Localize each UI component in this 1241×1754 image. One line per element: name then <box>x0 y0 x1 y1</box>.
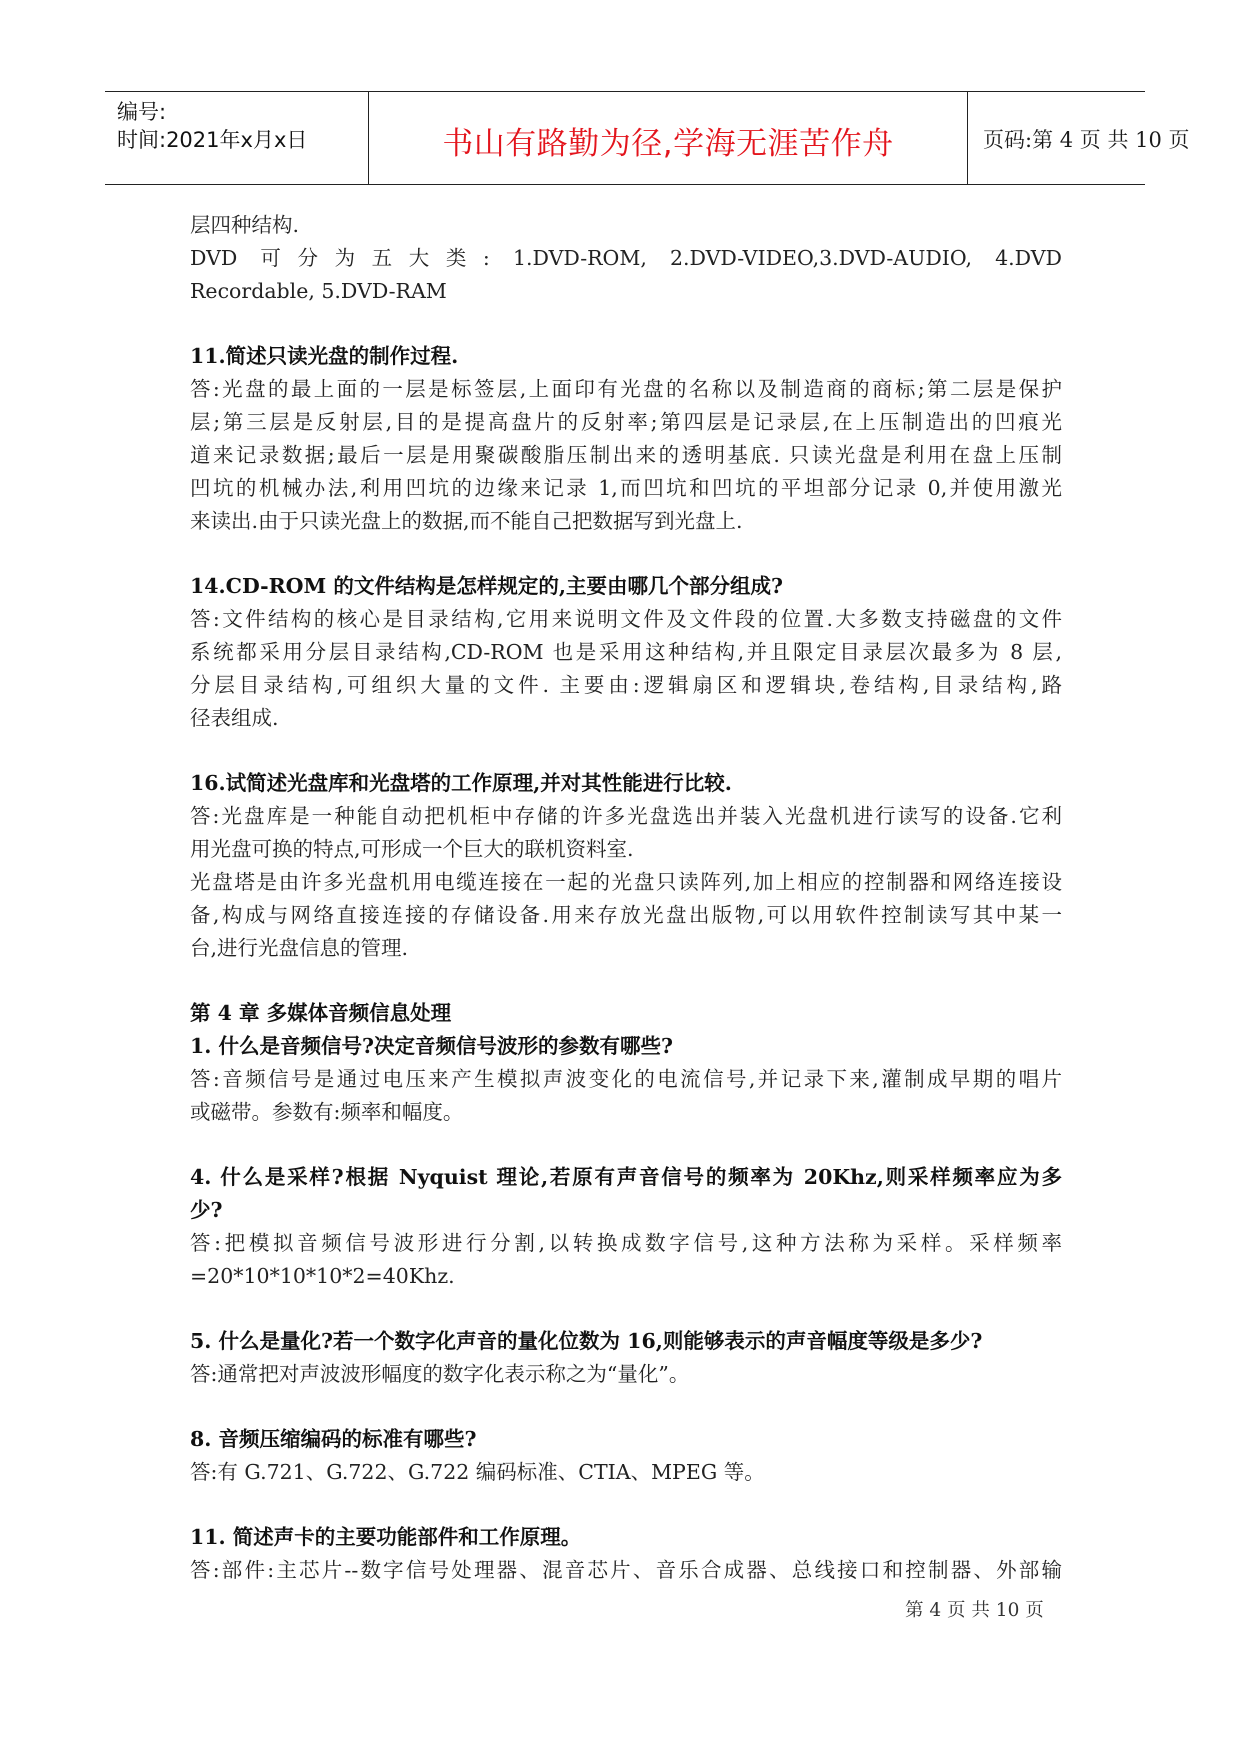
answer-line: 系统都采用分层目录结构,CD-ROM 也是采用这种结构,并且限定目录层次最多为 8 层, <box>190 640 1062 664</box>
answer-line: 答:把模拟音频信号波形进行分割,以转换成数字信号,这种方法称为采样。采样频率 <box>190 1231 1062 1255</box>
answer-line: 分层目录结构,可组织大量的文件. 主要由:逻辑扇区和逻辑块,卷结构,目录结构,路 <box>190 673 1062 697</box>
answer-line: 答:文件结构的核心是目录结构,它用来说明文件及文件段的位置.大多数支持磁盘的文件 <box>190 607 1062 631</box>
answer-line: 答:光盘的最上面的一层是标签层,上面印有光盘的名称以及制造商的商标;第二层是保护 <box>190 377 1062 401</box>
question-line: 第 4 章 多媒体音频信息处理 <box>190 1001 452 1025</box>
question-line: 1. 什么是音频信号?决定音频信号波形的参数有哪些? <box>190 1034 674 1058</box>
answer-line: =20*10*10*10*2=40Khz. <box>190 1264 455 1288</box>
question-line: 8. 音频压缩编码的标准有哪些? <box>190 1427 477 1451</box>
question-line: 16.试简述光盘库和光盘塔的工作原理,并对其性能进行比较. <box>190 771 732 795</box>
answer-line: 用光盘可换的特点,可形成一个巨大的联机资料室. <box>190 837 634 861</box>
header-motto-cell <box>369 92 968 184</box>
answer-line: 或磁带。参数有:频率和幅度。 <box>190 1100 464 1124</box>
answer-line: 答:部件:主芯片--数字信号处理器、混音芯片、音乐合成器、总线接口和控制器、外部输 <box>190 1558 1062 1582</box>
question-line: 11. 简述声卡的主要功能部件和工作原理。 <box>190 1525 582 1549</box>
answer-line: 光盘塔是由许多光盘机用电缆连接在一起的光盘只读阵列,加上相应的控制器和网络连接设 <box>190 870 1062 894</box>
answer-line: Recordable, 5.DVD-RAM <box>190 279 447 303</box>
page-header <box>105 91 1190 185</box>
question-line: 少? <box>190 1198 223 1222</box>
doc-number-label: 编号: <box>117 100 167 124</box>
answer-line: 层;第三层是反射层,目的是提高盘片的反射率;第四层是记录层,在上压制造出的凹痕光 <box>190 410 1062 434</box>
question-line: 4. 什么是采样?根据 Nyquist 理论,若原有声音信号的频率为 20Khz,则采样频率应为多 <box>190 1165 1062 1189</box>
answer-line: 层四种结构. <box>190 213 300 237</box>
answer-line: 答:光盘库是一种能自动把机柜中存储的许多光盘选出并装入光盘机进行读写的设备.它利 <box>190 804 1062 828</box>
doc-time-label: 时间:2021年x月x日 <box>117 128 308 152</box>
page-footer: 第 4 页 共 10 页 <box>905 1600 1044 1621</box>
answer-line: 答:通常把对声波波形幅度的数字化表示称之为“量化”。 <box>190 1362 690 1386</box>
answer-line: 备,构成与网络直接连接的存储设备.用来存放光盘出版物,可以用软件控制读写其中某一 <box>190 903 1062 927</box>
header-page-number: 页码:第 4 页 共 10 页 <box>983 128 1190 152</box>
question-line: 5. 什么是量化?若一个数字化声音的量化位数为 16,则能够表示的声音幅度等级是多少? <box>190 1329 983 1353</box>
header-motto: 书山有路勤为径,学海无涯苦作舟 <box>442 126 894 162</box>
answer-line: 凹坑的机械办法,利用凹坑的边缘来记录 1,而凹坑和凹坑的平坦部分记录 0,并使用激光 <box>190 476 1062 500</box>
header-page-cell <box>969 92 1190 184</box>
header-info-cell <box>105 92 369 184</box>
answer-line: 答:音频信号是通过电压来产生模拟声波变化的电流信号,并记录下来,灌制成早期的唱片 <box>190 1067 1062 1091</box>
question-line: 11.简述只读光盘的制作过程. <box>190 344 459 368</box>
answer-line: 径表组成. <box>190 706 279 730</box>
question-line: 14.CD-ROM 的文件结构是怎样规定的,主要由哪几个部分组成? <box>190 574 784 598</box>
answer-line: DVD 可分为五大类: 1.DVD-ROM, 2.DVD-VIDEO,3.DVD-AUDIO, 4.DVD <box>190 246 1062 270</box>
answer-line: 来读出.由于只读光盘上的数据,而不能自己把数据写到光盘上. <box>190 509 743 533</box>
answer-line: 台,进行光盘信息的管理. <box>190 936 409 960</box>
answer-line: 道来记录数据;最后一层是用聚碳酸脂压制出来的透明基底. 只读光盘是利用在盘上压制 <box>190 443 1062 467</box>
answer-line: 答:有 G.721、G.722、G.722 编码标准、CTIA、MPEG 等。 <box>190 1460 765 1484</box>
